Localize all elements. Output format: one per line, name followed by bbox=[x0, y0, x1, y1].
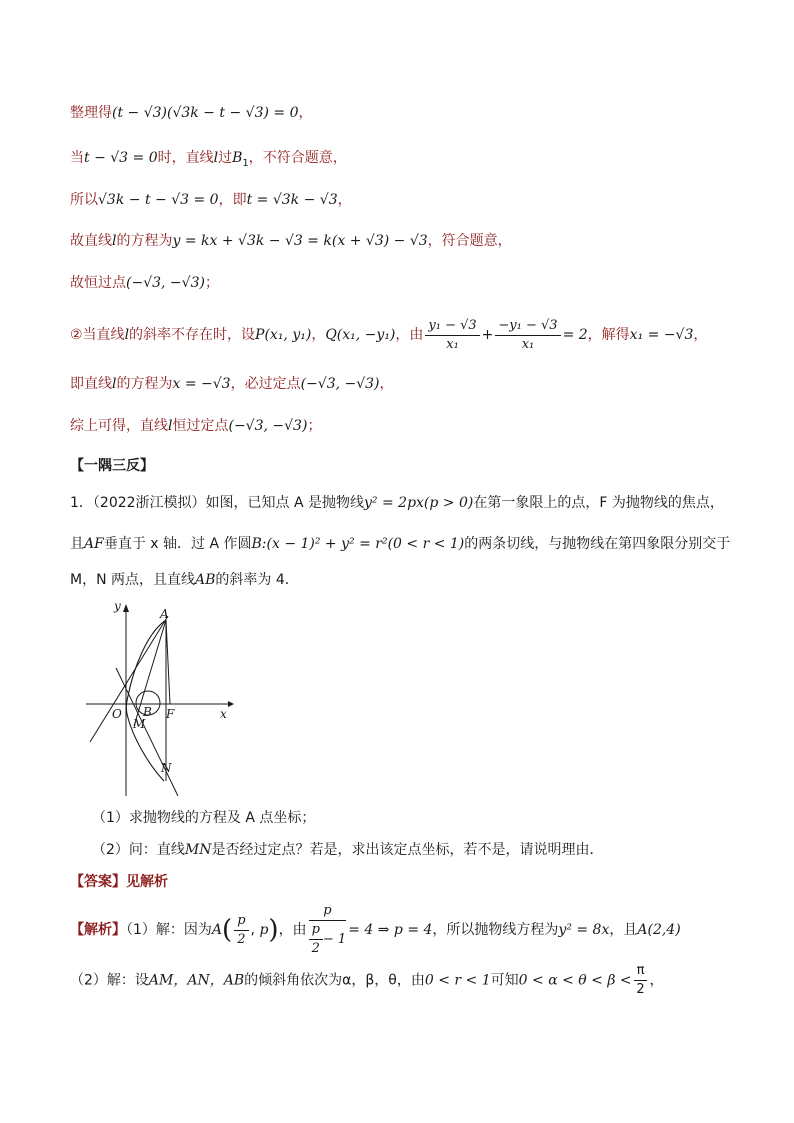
equation: (−√3, −√3) bbox=[228, 418, 308, 434]
equation: x₁ = −√3 bbox=[629, 327, 694, 343]
plus-sign: + bbox=[481, 327, 494, 343]
text: ，不符合题意， bbox=[248, 150, 347, 166]
question-1: （1）求抛物线的方程及 A 点坐标； bbox=[92, 810, 316, 826]
equation: √3k − t − √3 = 0 bbox=[98, 192, 219, 208]
variables: AM，AN，AB bbox=[148, 972, 245, 989]
inequality: 0 < α < θ < β < bbox=[518, 972, 632, 989]
text: （2）问：直线 bbox=[92, 842, 185, 858]
equation: (−√3, −√3) bbox=[126, 275, 205, 291]
text: ， bbox=[649, 972, 664, 989]
variable: AF bbox=[84, 536, 104, 552]
inner-fraction bbox=[309, 921, 323, 958]
analysis-line-1: 【解析】（1）解：因为A( $\frac{p}{2}$ , p)，由 p $\frac{p}{2}$ − 1 = 4 ⇒ p = 4，所以抛物线方程为y² = 8x，且A(2,4) bbox=[70, 903, 681, 956]
text: ， bbox=[693, 327, 708, 343]
subscript: 1 bbox=[242, 157, 249, 169]
text: 在第一象限上的点，F 为抛物线的焦点， bbox=[473, 495, 724, 511]
text: 的两条切线，与抛物线在第四象限分别交于 bbox=[464, 536, 731, 552]
equation: x = −√3 bbox=[172, 376, 231, 392]
minus-one: − 1 bbox=[322, 932, 347, 947]
point-label: B bbox=[232, 150, 243, 166]
text: 垂直于 x 轴．过 A 作圆 bbox=[103, 536, 252, 552]
text: 的斜率为 4． bbox=[215, 572, 299, 588]
text: 所以 bbox=[70, 192, 98, 208]
fraction-pi-over-2 bbox=[634, 962, 648, 999]
text: 时，直线 bbox=[157, 150, 214, 166]
denominator: 2 bbox=[636, 982, 645, 997]
text: 且 bbox=[70, 536, 84, 552]
analysis-tag: 【解析】 bbox=[70, 922, 126, 938]
text: ，解得 bbox=[587, 327, 630, 343]
text: 1．（2022浙江模拟）如图，已知点 A 是抛物线 bbox=[70, 495, 365, 511]
text: 即直线 bbox=[70, 376, 112, 392]
analysis-line-2 bbox=[70, 962, 663, 999]
numerator: p bbox=[234, 912, 248, 931]
equation: t − √3 = 0 bbox=[84, 150, 158, 166]
label-x: x bbox=[220, 707, 227, 721]
numerator: π bbox=[634, 962, 648, 981]
equation: y² = 8x bbox=[558, 922, 610, 938]
text: 当 bbox=[70, 150, 84, 166]
equation: = 2 bbox=[562, 327, 588, 343]
fraction-2 bbox=[495, 317, 560, 354]
text: ，由 bbox=[395, 327, 424, 343]
text: ， bbox=[379, 376, 394, 392]
text: ，符合题意， bbox=[427, 233, 512, 249]
text: ，必过定点 bbox=[230, 376, 301, 392]
text: ，所以抛物线方程为 bbox=[432, 922, 559, 938]
text: （1）解：因为 bbox=[126, 922, 212, 938]
solution-line-8 bbox=[70, 414, 321, 438]
inner-denominator: 2 bbox=[311, 941, 320, 956]
label-y: y bbox=[114, 599, 121, 613]
problem-line-2 bbox=[70, 532, 730, 556]
text: 的方程为 bbox=[116, 376, 173, 392]
problem-line-3 bbox=[70, 568, 299, 592]
variable: l bbox=[112, 376, 117, 392]
problem-line-1 bbox=[70, 491, 724, 515]
text: ， bbox=[311, 327, 326, 343]
answer-text: 见解析 bbox=[126, 874, 168, 890]
label-f: F bbox=[166, 707, 175, 721]
paren-close: ) bbox=[268, 915, 279, 945]
segment-af bbox=[166, 620, 170, 704]
numerator: y₁ − √3 bbox=[425, 317, 479, 336]
text: 的斜率不存在时，设 bbox=[129, 327, 256, 343]
equation: B:(x − 1)² + y² = r²(0 < r < 1) bbox=[251, 536, 465, 552]
variable: AB bbox=[195, 572, 216, 588]
solution-line-1 bbox=[70, 101, 313, 125]
answer-line bbox=[70, 870, 168, 894]
section-title: 【一隅三反】 bbox=[70, 458, 154, 474]
label-m: M bbox=[133, 717, 146, 731]
text: 是否经过定点？若是，求出该定点坐标，若不是，请说明理由． bbox=[211, 842, 604, 858]
text: 整理得 bbox=[70, 105, 112, 121]
text: 故直线 bbox=[70, 233, 112, 249]
numerator: p bbox=[309, 902, 347, 921]
variable: MN bbox=[184, 842, 212, 858]
x-axis-arrow bbox=[228, 701, 234, 707]
denominator bbox=[309, 921, 347, 958]
solution-line-6 bbox=[70, 313, 707, 357]
text: 的方程为 bbox=[116, 233, 173, 249]
equation: y² = 2px(p > 0) bbox=[364, 495, 474, 511]
label-a: A bbox=[160, 607, 169, 621]
label-n: N bbox=[161, 761, 172, 775]
text: ，即 bbox=[218, 192, 247, 208]
answer-tag: 【答案】 bbox=[70, 874, 126, 890]
text: 恒过定点 bbox=[172, 418, 229, 434]
text: 的倾斜角依次为α，β，θ，由 bbox=[244, 972, 425, 989]
variable: l bbox=[112, 233, 117, 249]
text: ； bbox=[204, 275, 219, 291]
equation: (−√3, −√3) bbox=[300, 376, 380, 392]
text: ； bbox=[307, 418, 322, 434]
question-2 bbox=[92, 838, 604, 862]
text: 可知 bbox=[490, 972, 519, 989]
solution-line-5 bbox=[70, 271, 219, 295]
equation: t = √3k − √3 bbox=[246, 192, 338, 208]
text: ②当直线 bbox=[70, 327, 125, 343]
label-o: O bbox=[112, 707, 122, 721]
variable: l bbox=[213, 150, 219, 166]
y-axis-arrow bbox=[123, 604, 129, 612]
point-a-coords: A(2,4) bbox=[637, 922, 681, 938]
denominator: 2 bbox=[237, 931, 246, 947]
parabola-figure bbox=[86, 596, 236, 796]
solution-line-3 bbox=[70, 188, 352, 212]
point-p: P(x₁, y₁) bbox=[255, 327, 312, 343]
text: ，由 bbox=[278, 922, 307, 938]
text: 过 bbox=[218, 150, 233, 166]
fraction-p-over-2 bbox=[234, 912, 248, 949]
solution-line-4 bbox=[70, 229, 512, 253]
denominator: x₁ bbox=[521, 336, 535, 352]
point-a: A bbox=[211, 922, 223, 938]
fraction-1 bbox=[425, 317, 479, 354]
equation: (t − √3)(√3k − t − √3) = 0 bbox=[112, 105, 299, 121]
denominator: x₁ bbox=[446, 336, 459, 352]
solution-line-2 bbox=[70, 146, 347, 176]
variable: l bbox=[124, 327, 130, 343]
text: 故恒过点 bbox=[70, 275, 126, 291]
paren-open: ( bbox=[222, 915, 233, 945]
inner-numerator: p bbox=[309, 921, 323, 940]
equation: 0 < r < 1 bbox=[424, 972, 491, 989]
text: （2）解：设 bbox=[70, 972, 149, 989]
text: ， bbox=[337, 192, 352, 208]
text: 综上可得，直线 bbox=[70, 418, 168, 434]
text: M，N 两点，且直线 bbox=[70, 572, 196, 588]
fraction-slope bbox=[309, 902, 347, 958]
text: ， bbox=[298, 105, 313, 121]
solution-line-7 bbox=[70, 372, 394, 396]
text: ，且 bbox=[609, 922, 638, 938]
numerator: −y₁ − √3 bbox=[495, 317, 560, 336]
equation: = 4 ⇒ p = 4 bbox=[348, 922, 433, 938]
variable: p bbox=[259, 922, 269, 938]
label-b: B bbox=[143, 705, 152, 719]
point-q: Q(x₁, −y₁) bbox=[325, 327, 396, 343]
variable: l bbox=[168, 418, 173, 434]
equation: y = kx + √3k − √3 = k(x + √3) − √3 bbox=[172, 233, 428, 249]
